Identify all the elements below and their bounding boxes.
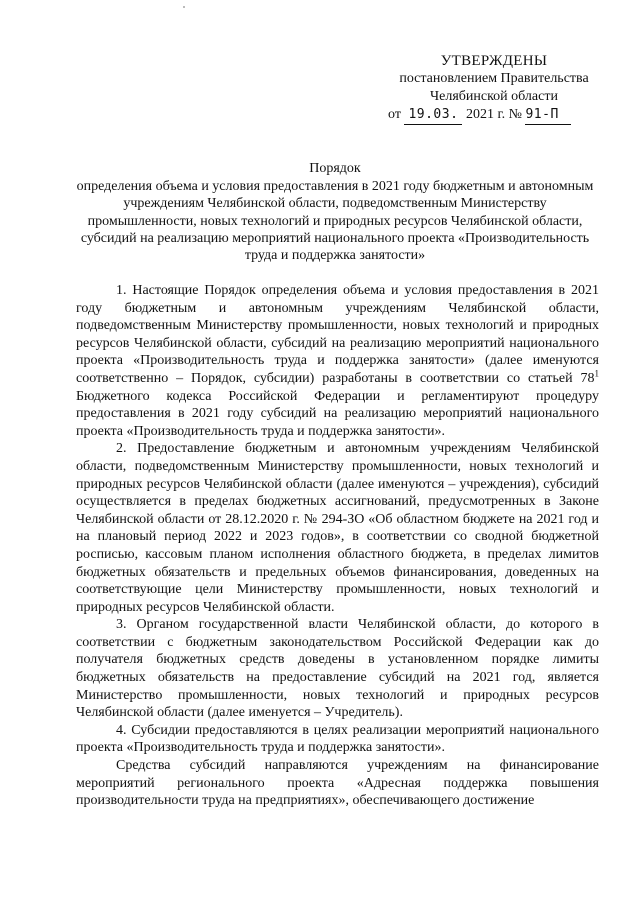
paragraph-4: 4. Субсидии предоставляются в целях реализации мероприятий национального проекта «Производительность труда и поддержка занятости». bbox=[76, 722, 599, 756]
document-title bbox=[70, 160, 600, 264]
paragraph-1-part-b: Бюджетного кодекса Российской Федерации и регламентируют процедуру предоставления в 2021 году субсидий на реализацию мероприятий национального проекта «Производительность труда и поддержка занятости». bbox=[76, 388, 599, 439]
paragraph-5: Средства субсидий направляются учреждениям на финансирование мероприятий регионального проекта «Адресная поддержка повышения производительности труда на предприятиях», обеспечивающего достижение bbox=[76, 758, 599, 809]
year-and-number-label: 2021 г. № bbox=[465, 107, 522, 122]
document-body bbox=[76, 282, 599, 810]
article-superscript: 1 bbox=[594, 368, 599, 379]
approval-line-1: постановлением Правительства bbox=[399, 71, 589, 86]
paragraph-2: 2. Предоставление бюджетным и автономным учреждениям Челябинской области, подведомственным Министерству промышленности, новых технологий и природных ресурсов Челябинской области (далее именуются – учреждения), субсидий осуществляется в пределах бюджетных ассигнований, предусмотренных в Законе Челябинской области от 28.12.2020 г. № 294-ЗО «Об областном бюджете на 2021 год и на плановый период 2022 и 2023 годов», в соответствии со сводной бюджетной росписью, кассовым планом исполнения областного бюджета, в пределах лимитов бюджетных обязательств и предельных объемов финансирования, доведенных на соответствующие цели Министерству промышленности, новых технологий и природных ресурсов Челябинской области. bbox=[76, 441, 599, 615]
paragraph-3: 3. Органом государственной власти Челябинской области, до которого в соответствии с бюджетным законодательством Российской Федерации как до получателя бюджетных средств доведены в установленном порядке лимиты бюджетных обязательств на предоставление субсидий на 2021 год, является Министерство промышленности, новых технологий и природных ресурсов Челябинской области (далее именуется – Учредитель). bbox=[76, 617, 599, 721]
approval-stamp bbox=[388, 52, 600, 125]
approval-line-2: Челябинской области bbox=[430, 89, 558, 104]
title-text: определения объема и условия предоставления в 2021 году бюджетным и автономным учреждениям Челябинской области, подведомственным Министерству промышленности, новых технологий и природных ресурсов Челябинской области, субсидий на реализацию мероприятий национального проекта «Производительность труда и поддержка занятости» bbox=[76, 179, 594, 264]
approval-heading: УТВЕРЖДЕНЫ bbox=[440, 53, 548, 69]
date-prefix: от bbox=[388, 107, 401, 122]
paragraph-1-part-a: 1. Настоящие Порядок определения объема и условия предоставления в 2021 году бюджетным и автономным учреждениям Челябинской области, подведомственным Министерству промышленности, новых технологий и природных ресурсов Челябинской области, субсидий на реализацию мероприятий национального проекта «Производительность труда и поддержка занятости» (далее именуются соответственно – Порядок, субсидии) разработаны в соответствии со статьей 78 bbox=[76, 283, 599, 386]
paragraph-1 bbox=[76, 282, 599, 440]
scan-speck bbox=[183, 6, 185, 8]
handwritten-number: 91-П bbox=[525, 106, 571, 125]
approval-date-line bbox=[388, 106, 600, 125]
handwritten-date: 19.03. bbox=[404, 106, 462, 125]
title-word: Порядок bbox=[309, 161, 361, 176]
